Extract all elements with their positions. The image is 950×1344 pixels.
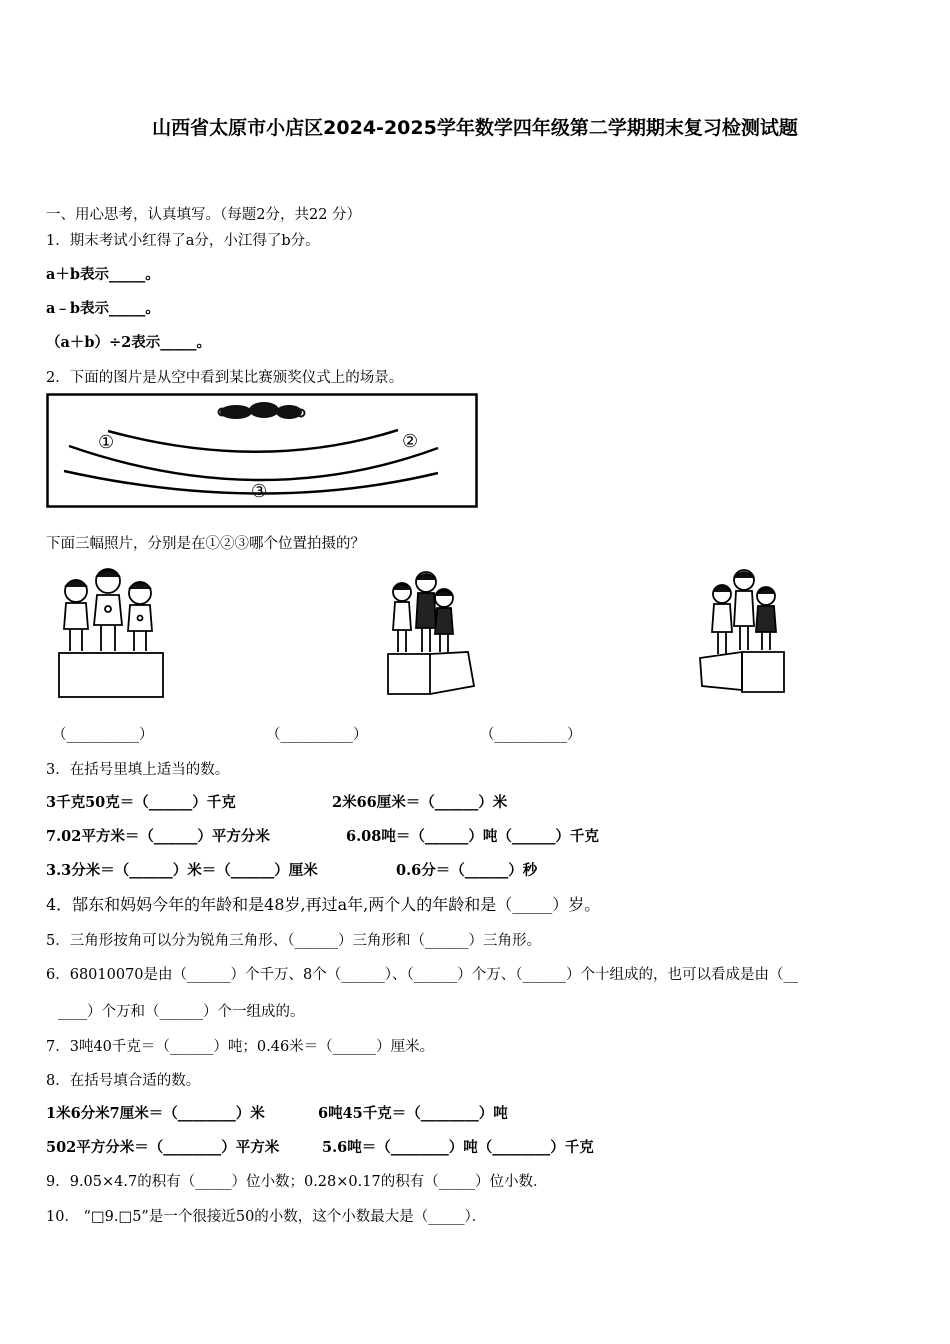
q3-row3-right: 0.6分＝（______）秒 (396, 862, 538, 879)
q7: 7．3吨40千克＝（______）吨；0.46米＝（______）厘米。 (46, 1039, 435, 1055)
podium-people-topview (219, 402, 305, 419)
photo-front-view (52, 563, 170, 703)
q3-row3-left: 3.3分米＝（______）米＝（______）厘米 (46, 862, 318, 879)
q1-stem: 1．期末考试小红得了a分，小江得了b分。 (46, 233, 320, 249)
section-heading: 一、用心思考，认真填写。（每题2分，共22 分） (46, 207, 362, 223)
answer-blank-photo-1[interactable]: （__________） (52, 727, 154, 743)
q8-row2-right: 5.6吨＝（________）吨（________）千克 (322, 1139, 594, 1156)
photo-side-view-left (382, 568, 480, 700)
q2-question: 下面三幅照片，分别是在①②③哪个位置拍摄的？ (46, 536, 365, 552)
podium-block (59, 653, 163, 697)
q3-row1-left: 3千克50克＝（______）千克 (46, 794, 236, 811)
podium-front (388, 654, 430, 694)
q8-row2-left: 502平方分米＝（________）平方米 (46, 1139, 280, 1156)
q3-stem: 3．在括号里填上适当的数。 (46, 762, 230, 778)
q3-row2-right: 6.08吨＝（______）吨（______）千克 (346, 828, 599, 845)
aerial-scene-figure (46, 393, 478, 509)
podium-front (742, 652, 784, 692)
q1-part-c: （a＋b）÷2表示_____。 (46, 334, 212, 351)
answer-blank-photo-3[interactable]: （__________） (480, 727, 582, 743)
q5: 5．三角形按角可以分为锐角三角形、（______）三角形和（______）三角形。 (46, 933, 541, 949)
q1-part-a: a＋b表示_____。 (46, 266, 160, 283)
photo-side-view-right (692, 566, 790, 698)
q10: 10． “□9.□5”是一个很接近50的小数，这个小数最大是（_____）． (46, 1209, 487, 1225)
page-title: 山西省太原市小店区2024-2025学年数学四年级第二学期期末复习检测试题 (152, 117, 798, 139)
answer-blank-photo-2[interactable]: （__________） (266, 727, 368, 743)
podium-side (430, 652, 474, 694)
q3-row1-right: 2米66厘米＝（______）米 (332, 794, 508, 811)
arc-inner (108, 430, 398, 452)
q9: 9．9.05×4.7的积有（_____）位小数；0.28×0.17的积有（_____）位小数． (46, 1174, 548, 1190)
q4: 4．郜东和妈妈今年的年龄和是48岁,再过a年,两个人的年龄和是（_____）岁。 (46, 895, 601, 914)
q8-row1-left: 1米6分米7厘米＝（________）米 (46, 1105, 265, 1122)
q8-row1-right: 6吨45千克＝（________）吨 (318, 1105, 508, 1122)
q2-stem: 2．下面的图片是从空中看到某比赛颁奖仪式上的场景。 (46, 370, 404, 386)
position-label-2: ② (402, 431, 419, 452)
q1-part-b: a﹣b表示_____。 (46, 300, 160, 317)
q8-stem: 8．在括号填合适的数。 (46, 1073, 201, 1089)
q3-row2-left: 7.02平方米＝（______）平方分米 (46, 828, 270, 845)
podium-side (700, 652, 742, 690)
position-label-3: ③ (251, 481, 268, 502)
q6-line1: 6．68010070是由（______）个千万、8个（______）、（______）个万、（______）个十组成的，也可以看成是由（__ (46, 967, 799, 983)
position-label-1: ① (98, 432, 115, 453)
q6-line2: ____）个万和（______）个一组成的。 (58, 1004, 305, 1020)
